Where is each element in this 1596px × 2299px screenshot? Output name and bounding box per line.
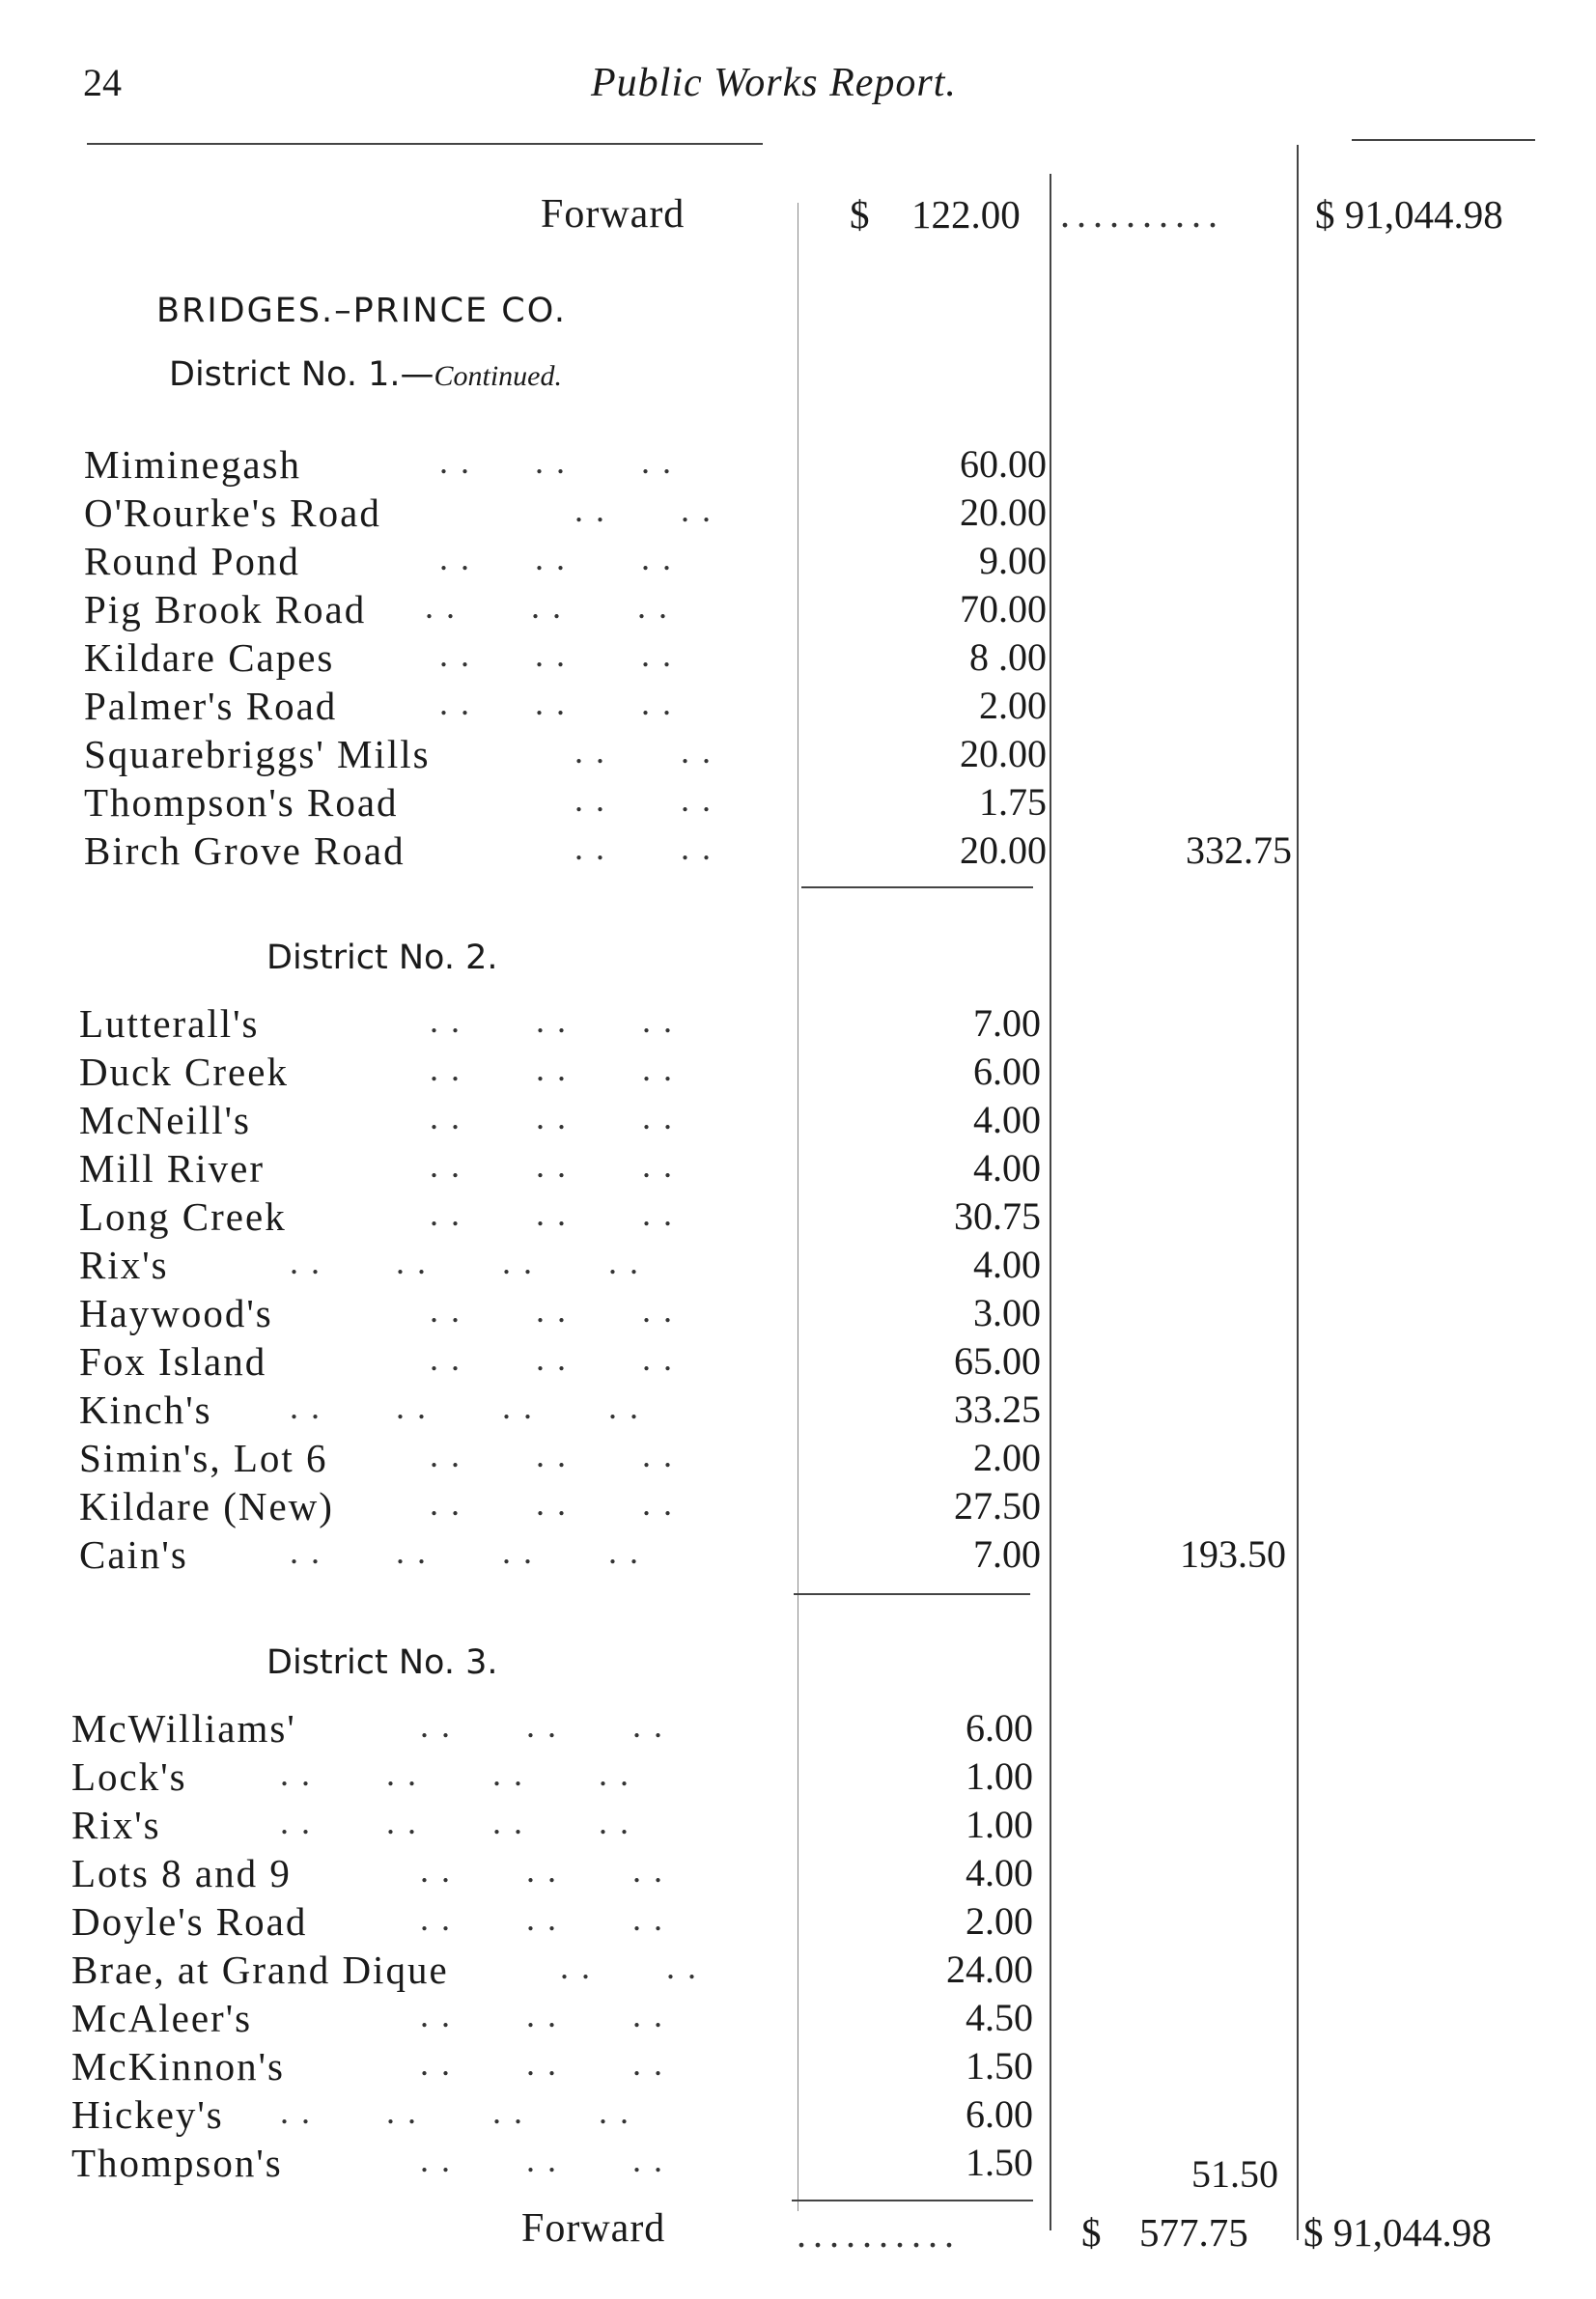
dot-leader: . . . . — [574, 828, 713, 867]
dot-leader: . . . . . . — [430, 1194, 674, 1233]
bridge-name: Duck Creek — [79, 1050, 289, 1094]
bridge-name: Rix's — [71, 1803, 161, 1847]
bridge-name: Simin's, Lot 6 — [79, 1436, 328, 1480]
district-heading — [169, 355, 562, 394]
bridge-amount: 2.00 — [966, 1899, 1033, 1943]
bridge-name: McAleer's — [71, 1996, 253, 2040]
dot-leader: . . . . . . . . — [280, 2092, 630, 2131]
bridge-amount: 4.50 — [966, 1996, 1033, 2039]
bridge-amount: 1.50 — [966, 2141, 1033, 2184]
bridge-name: Kildare (New) — [79, 1484, 334, 1528]
bridge-name: Kildare Capes — [84, 635, 335, 680]
bridge-amount: 6.00 — [966, 2092, 1033, 2136]
forward-bottom-dollar: $ — [1081, 2210, 1102, 2255]
bridge-amount: 9.00 — [979, 539, 1047, 582]
bridge-amount: 4.00 — [973, 1098, 1041, 1141]
dot-leader: . . . . . . — [420, 1899, 664, 1938]
district-heading-suffix: Continued. — [434, 360, 562, 392]
bridge-name: Miminegash — [84, 442, 301, 487]
bridge-amount: 4.00 — [966, 1851, 1033, 1894]
dot-leader: . . . . . . — [439, 442, 673, 481]
bridge-amount: 1.00 — [966, 1754, 1033, 1798]
bridge-name: Squarebriggs' Mills — [84, 732, 431, 776]
bridge-name: Long Creek — [79, 1194, 287, 1239]
bridge-amount: 1.50 — [966, 2044, 1033, 2088]
running-title: Public Works Report. — [591, 61, 957, 105]
dot-leader: . . . . — [574, 780, 713, 819]
dot-leader: . . . . . . . . — [290, 1243, 640, 1281]
bridge-name: Doyle's Road — [71, 1899, 308, 1944]
dot-leader: . . . . . . — [439, 635, 673, 674]
dot-leader: . . . . . . — [430, 1001, 674, 1040]
bridge-amount: 3.00 — [973, 1291, 1041, 1334]
forward-top-dollar: $ — [850, 192, 870, 237]
bridge-name: O'Rourke's Road — [84, 491, 381, 535]
dot-leader: . . . . . . . . — [280, 1754, 630, 1793]
bridge-name: Hickey's — [71, 2092, 224, 2137]
dot-leader: . . . . . . — [430, 1436, 674, 1474]
header-rule-left — [87, 143, 763, 145]
bridge-name: Pig Brook Road — [84, 587, 367, 631]
bridge-name: Palmer's Road — [84, 684, 338, 728]
bridge-name: Lots 8 and 9 — [71, 1851, 292, 1895]
dot-leader: . . . . . . — [430, 1291, 674, 1330]
bridge-amount: 4.00 — [973, 1146, 1041, 1190]
dot-leader: . . . . . . — [420, 2141, 664, 2179]
bridge-name: Haywood's — [79, 1291, 273, 1335]
bridge-name: Brae, at Grand Dique — [71, 1948, 449, 1992]
bridge-amount: 20.00 — [960, 828, 1047, 872]
bridge-name: Mill River — [79, 1146, 265, 1191]
bridge-amount: 1.00 — [966, 1803, 1033, 1846]
bridge-name: Kinch's — [79, 1388, 212, 1432]
bridge-amount: 60.00 — [960, 442, 1047, 486]
district-subtotal: 51.50 — [1191, 2152, 1278, 2196]
bridge-amount: 7.00 — [973, 1532, 1041, 1576]
bridge-name: Birch Grove Road — [84, 828, 406, 873]
bridge-amount: 30.75 — [954, 1194, 1041, 1238]
dot-leader: . . . . . . — [439, 684, 673, 722]
forward-bottom-total: $ 91,044.98 — [1303, 2210, 1492, 2255]
bridge-amount: 33.25 — [954, 1388, 1041, 1431]
dot-leader: . . . . — [574, 732, 713, 771]
district-2-rule — [794, 1593, 1030, 1595]
dot-leader: . . . . . . — [420, 1996, 664, 2034]
dot-leader: . . . . . . — [430, 1098, 674, 1136]
dot-leader: . . . . — [574, 491, 713, 529]
bridge-name: McWilliams' — [71, 1706, 296, 1751]
bridge-amount: 24.00 — [946, 1948, 1033, 1991]
dot-leader: . . . . . . — [430, 1339, 674, 1378]
bridge-amount: 2.00 — [979, 684, 1047, 727]
bridge-name: Fox Island — [79, 1339, 267, 1384]
district-1-rule — [801, 886, 1033, 888]
bridge-amount: 70.00 — [960, 587, 1047, 631]
district-heading: District No. 3. — [266, 1643, 498, 1682]
bridge-name: Lutterall's — [79, 1001, 260, 1046]
dot-leader: . . . . . . . . — [290, 1532, 640, 1571]
bridge-name: Thompson's Road — [84, 780, 399, 825]
bridge-amount: 2.00 — [973, 1436, 1041, 1479]
column-rule-amounts — [1050, 174, 1051, 2230]
forward-bottom-label: Forward — [521, 2206, 666, 2251]
column-rule-subtotals — [1297, 145, 1299, 2240]
bridge-name: Cain's — [79, 1532, 188, 1577]
section-title: BRIDGES.–PRINCE CO. — [156, 292, 567, 330]
dot-leader: . . . . . . — [425, 587, 669, 626]
dot-leader: . . . . . . — [430, 1050, 674, 1088]
forward-bottom-amount: 577.75 — [1139, 2210, 1248, 2255]
dot-leader: . . . . — [560, 1948, 698, 1986]
dot-leader: . . . . . . — [439, 539, 673, 577]
forward-bottom-rule — [792, 2200, 1033, 2201]
bridge-name: McNeill's — [79, 1098, 251, 1142]
bridge-name: Rix's — [79, 1243, 169, 1287]
bridge-amount: 4.00 — [973, 1243, 1041, 1286]
bridge-amount: 1.75 — [979, 780, 1047, 824]
dot-leader: . . . . . . — [420, 2044, 664, 2083]
dot-leader: . . . . . . — [420, 1851, 664, 1890]
forward-bottom-leader: .......... — [797, 2212, 961, 2256]
dot-leader: . . . . . . . . — [290, 1388, 640, 1426]
district-heading-label: District No. 1.— — [169, 355, 434, 394]
bridge-name: Round Pond — [84, 539, 300, 583]
district-subtotal: 332.75 — [1186, 828, 1292, 872]
bridge-amount: 20.00 — [960, 732, 1047, 775]
forward-top-amount: 122.00 — [911, 192, 1021, 237]
dot-leader: . . . . . . — [430, 1146, 674, 1185]
page-number: 24 — [83, 61, 122, 104]
bridge-amount: 27.50 — [954, 1484, 1041, 1528]
bridge-name: Thompson's — [71, 2141, 283, 2185]
bridge-amount: 6.00 — [973, 1050, 1041, 1093]
header-rule-right — [1352, 139, 1535, 141]
dot-leader: . . . . . . . . — [280, 1803, 630, 1841]
forward-top-leader: .......... — [1060, 192, 1224, 236]
forward-top-total: $ 91,044.98 — [1315, 192, 1503, 237]
bridge-name: Lock's — [71, 1754, 187, 1799]
bridge-amount: 65.00 — [954, 1339, 1041, 1383]
bridge-name: McKinnon's — [71, 2044, 285, 2089]
forward-top-label: Forward — [541, 192, 686, 237]
district-heading: District No. 2. — [266, 939, 498, 977]
bridge-amount: 20.00 — [960, 491, 1047, 534]
district-subtotal: 193.50 — [1180, 1532, 1286, 1576]
bridge-amount: 7.00 — [973, 1001, 1041, 1045]
dot-leader: . . . . . . — [430, 1484, 674, 1523]
bridge-amount: 6.00 — [966, 1706, 1033, 1750]
bridge-amount: 8 .00 — [969, 635, 1047, 679]
dot-leader: . . . . . . — [420, 1706, 664, 1745]
